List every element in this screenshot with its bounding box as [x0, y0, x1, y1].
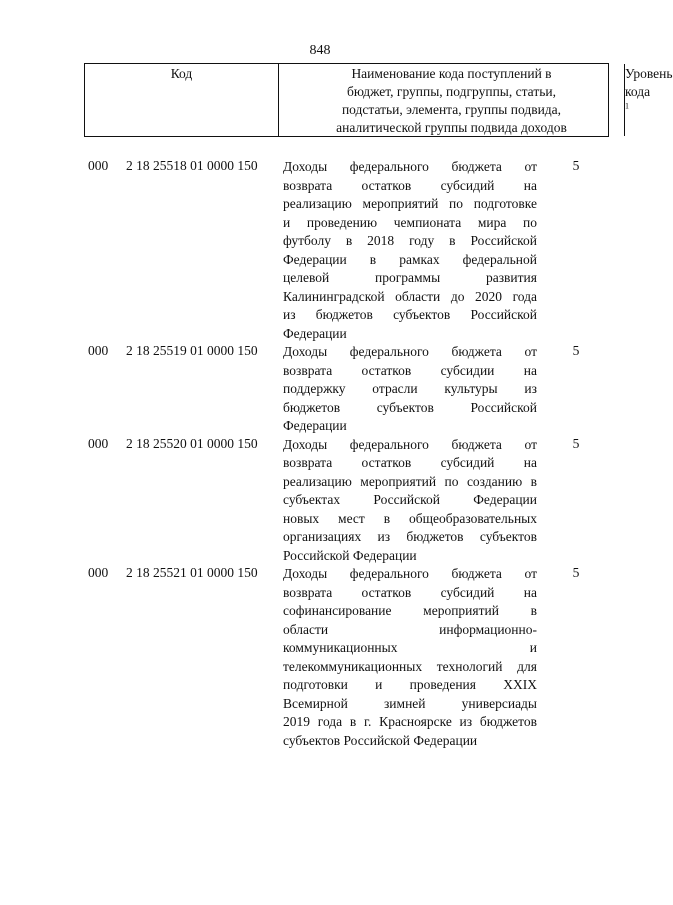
table-row: [0, 343, 640, 436]
description-line: реализацию мероприятий по подготовке: [283, 196, 537, 211]
table-body: [0, 158, 640, 750]
description-line: подготовки и проведения XXIX: [283, 677, 537, 692]
description-line: 2019 года в г. Красноярске из бюджетов: [283, 714, 537, 729]
row-income-code: 2 18 25521 01 0000 150: [126, 565, 258, 580]
description-line: и проведению чемпионата мира по: [283, 214, 537, 230]
description-line: Федерации: [283, 325, 347, 341]
description-line: софинансирование мероприятий в: [283, 603, 537, 618]
row-level: 5: [572, 435, 580, 451]
description-line: Российской Федерации: [283, 547, 417, 563]
row-type-code: 000: [88, 435, 109, 451]
description-line: целевой программы развития: [283, 270, 537, 285]
row-income-code: 2 18 25519 01 0000 150: [126, 343, 258, 358]
row-income-code: 2 18 25520 01 0000 150: [126, 435, 258, 451]
description-line: Федерации: [283, 418, 347, 433]
description-line: возврата остатков субсидий на: [283, 584, 537, 600]
header-level-footnote: 1: [625, 101, 629, 111]
header-code: Код: [85, 64, 279, 136]
table-header: Код Наименование кода поступлений в бюджет, группы, подгруппы, статьи, подстатьи, элемента, группы подвида, аналитической группы подвида доходов Уровень кода $^1$: [84, 63, 609, 137]
table-row: [0, 436, 640, 566]
page-number: 848: [309, 43, 331, 58]
description-line: возврата остатков субсидий на: [283, 455, 537, 470]
header-name-line: подстатьи, элемента, группы подвида,: [341, 102, 562, 117]
row-level: 5: [572, 565, 580, 580]
row-description: [283, 343, 537, 436]
header-level-word: кода: [625, 84, 651, 99]
description-line: Федерации в рамках федеральной: [283, 251, 537, 267]
description-line: Всемирной зимней универсиады: [283, 695, 537, 711]
description-line: Доходы федерального бюджета от: [283, 159, 537, 174]
table-row: [0, 565, 640, 750]
row-level: 5: [572, 158, 580, 173]
header-name-line: Наименование кода поступлений в: [351, 66, 552, 81]
description-line: из бюджетов субъектов Российской: [283, 307, 537, 322]
description-line: области информационно-: [283, 621, 537, 637]
description-line: возврата остатков субсидии на: [283, 362, 537, 378]
description-line: организациях из бюджетов субъектов: [283, 529, 537, 544]
description-line: субъектов Российской Федерации: [283, 732, 478, 748]
header-name-line: бюджет, группы, подгруппы, статьи,: [347, 84, 556, 99]
row-description: [283, 158, 537, 343]
description-line: Доходы федерального бюджета от: [283, 566, 537, 581]
row-type-code: 000: [88, 158, 109, 173]
description-line: реализацию мероприятий по созданию в: [283, 473, 537, 489]
row-level: 5: [572, 343, 580, 358]
description-line: субъектах Российской Федерации: [283, 492, 537, 507]
row-type-code: 000: [88, 565, 109, 580]
row-description: [283, 565, 537, 750]
description-line: футболу в 2018 году в Российской: [283, 233, 537, 248]
description-line: бюджетов субъектов Российской: [283, 399, 537, 415]
table-row: [0, 158, 640, 343]
header-name: [279, 64, 625, 136]
description-line: возврата остатков субсидий на: [283, 177, 537, 193]
description-line: поддержку отрасли культуры из: [283, 381, 537, 396]
row-income-code: 2 18 25518 01 0000 150: [126, 158, 258, 173]
description-line: Калининградской области до 2020 года: [283, 288, 537, 304]
description-line: новых мест в общеобразовательных: [283, 510, 537, 526]
row-type-code: 000: [88, 343, 109, 358]
description-line: коммуникационных и: [283, 640, 537, 655]
description-line: Доходы федерального бюджета от: [283, 436, 537, 452]
description-line: Доходы федерального бюджета от: [283, 344, 537, 359]
description-line: телекоммуникационных технологий для: [283, 658, 537, 674]
header-name-line: аналитической группы подвида доходов: [336, 120, 567, 135]
row-description: [283, 436, 537, 566]
